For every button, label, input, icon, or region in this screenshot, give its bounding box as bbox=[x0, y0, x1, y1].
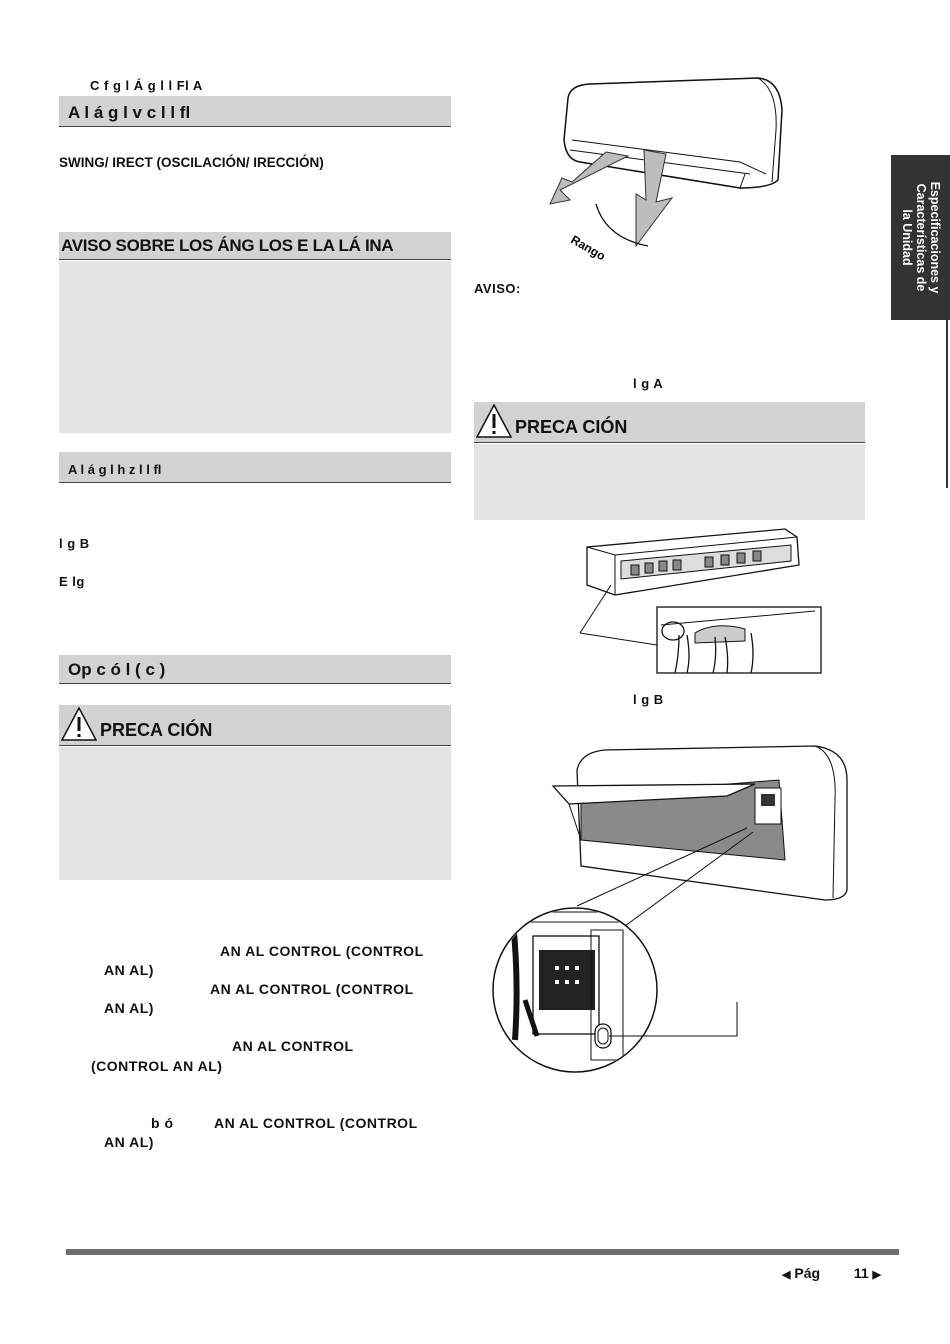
notice-bar bbox=[59, 232, 451, 260]
next-page-icon[interactable]: ▶ bbox=[872, 1269, 881, 1281]
caution-bar-right bbox=[474, 402, 865, 443]
heading-bar-vertical-louver bbox=[59, 96, 451, 127]
figure-b-caption: l g B bbox=[633, 692, 664, 707]
indoor-unit-airflow-illustration bbox=[540, 70, 800, 270]
side-tab-line: Características de bbox=[914, 183, 928, 292]
notice-panel bbox=[59, 261, 451, 433]
page-nav bbox=[782, 1265, 881, 1281]
manual-control-text: AN AL CONTROL (CONTROL bbox=[214, 1115, 418, 1131]
range-label: Rango bbox=[568, 232, 608, 264]
manual-control-text: (CONTROL AN AL) bbox=[91, 1058, 223, 1074]
prev-page-icon[interactable]: ◀ bbox=[782, 1269, 791, 1281]
heading-bar-horizontal-louver bbox=[59, 452, 451, 483]
footer-rule bbox=[66, 1249, 899, 1255]
caution-panel-right bbox=[474, 444, 865, 520]
warning-triangle-icon bbox=[61, 707, 97, 741]
figure-b-reference: l g B bbox=[59, 536, 90, 551]
front-panel-illustration bbox=[485, 740, 855, 1075]
manual-control-text: AN AL) bbox=[104, 962, 154, 978]
manual-control-text: AN AL) bbox=[104, 1000, 154, 1016]
caution-title: PRECA CIÓN bbox=[100, 720, 213, 740]
manual-control-text: AN AL) bbox=[104, 1134, 154, 1150]
heading-bar-text: A l á g l v c l l fl bbox=[68, 103, 191, 122]
swing-direct-label: SWING/ IRECT (OSCILACIÓN/ IRECCIÓN) bbox=[59, 155, 324, 170]
manual-control-text: AN AL CONTROL bbox=[232, 1038, 354, 1054]
page-label: Pág bbox=[794, 1265, 821, 1281]
heading-bar-text: A l á g l h z l l fl bbox=[68, 462, 162, 477]
section-heading: C f g l Á g l l Fl A bbox=[90, 78, 203, 93]
page-number: 11 bbox=[853, 1265, 869, 1281]
unit-wiring-illustration bbox=[575, 525, 830, 685]
side-tab-rule bbox=[946, 320, 948, 488]
notice-label: AVISO: bbox=[474, 281, 521, 296]
heading-bar-text: Op c ó l ( c ) bbox=[68, 660, 166, 679]
caution-bar-left bbox=[59, 705, 451, 746]
section-side-tab bbox=[891, 155, 950, 320]
warning-triangle-icon bbox=[476, 404, 512, 438]
manual-control-text: AN AL CONTROL (CONTROL bbox=[210, 981, 414, 997]
notice-bar-text: AVISO SOBRE LOS ÁNG LOS E LA LÁ INA bbox=[61, 236, 394, 255]
side-tab-line: Especificaciones y bbox=[928, 181, 942, 294]
manual-control-text: b ó bbox=[151, 1115, 174, 1131]
figure-a-caption: l g A bbox=[633, 376, 664, 391]
caution-panel-left bbox=[59, 747, 451, 880]
caution-title: PRECA CIÓN bbox=[515, 417, 628, 437]
manual-control-text: AN AL CONTROL (CONTROL bbox=[220, 943, 424, 959]
text-fragment: E lg bbox=[59, 574, 85, 589]
heading-bar-manual-operation bbox=[59, 655, 451, 684]
side-tab-line: la Unidad bbox=[900, 209, 914, 266]
